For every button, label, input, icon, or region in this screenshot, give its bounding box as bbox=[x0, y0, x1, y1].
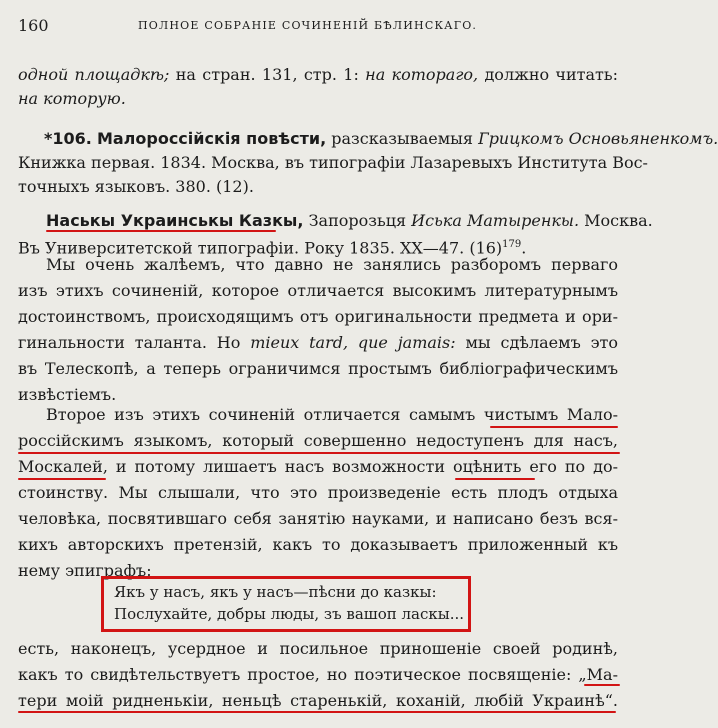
entry-line: Книжка первая. 1834. Москва, въ типографіи Лазаревыхъ Института Вос- bbox=[18, 153, 648, 172]
errata-line: на которую. bbox=[18, 89, 126, 108]
red-underline bbox=[46, 230, 276, 232]
footnote-ref: 179 bbox=[502, 239, 522, 250]
red-underline bbox=[584, 684, 620, 686]
red-underline bbox=[18, 711, 616, 713]
page-number: 160 bbox=[18, 16, 49, 35]
entry-heading: *106. Малороссійскія повѣсти, разсказываемыя Грицкомъ Основьяненкомъ. bbox=[44, 129, 718, 148]
entry-author: Иська Матыренкы. bbox=[411, 211, 580, 230]
entry-title: Наськы Украинськы Казкы, bbox=[46, 211, 304, 230]
epigraph-highlight-box bbox=[101, 576, 471, 632]
entry-line: точныхъ языковъ. 380. (12). bbox=[18, 177, 254, 196]
book-page: 160 ПОЛНОЕ СОБРАНІЕ СОЧИНЕНІЙ БѢЛИНСКАГО. одной площадкѣ; на стран. 131, стр. 1: на которагo, должно читать: на которую. *106. Малороссійскія повѣсти, разсказываемыя Грицкомъ Основьяненкомъ. Книжка первая. 1834. Москва, въ типографіи Лазаревыхъ Института Вос- точныхъ языковъ. 380. (12). Наськы Украинськы Казкы, Запорозьця Иська Матыренкы. Москва. Въ Университетской типографіи. Року 1835. XX—47. $(16)^{179}$. Мы очень жалѣемъ, что давно не занялись разборомъ перваго изъ этихъ сочиненій, которое отличается высокимъ литературнымъ достоинствомъ, происходящимъ отъ оригинальности предмета и ори- гинальности таланта. Но mieux tard, que jamais: мы сдѣлаемъ это въ Телескопѣ, а теперь ограничимся простымъ библіографическимъ извѣстіемъ. Второе изъ этихъ сочиненій отличается самымъ чистымъ Мало- россійскимъ языкомъ, который совершенно недоступенъ для насъ, Москалей, и потому лишаетъ насъ возможности оцѣнить его по до- стоинству. Мы слышали, что это произведеніе есть плодъ отдыха человѣка, посвятившаго себя занятію науками, и написано безъ вся- кихъ авторскихъ претензій, какъ то доказываетъ приложенный къ нему эпиграфъ: Якъ у насъ, якъ у насъ—пѣсни до казкы: Послухайте, добры люды, зъ вашоп ласкы... есть, наконецъ, усердное и посильное приношеніе своей родинѣ, какъ то свидѣтельствуетъ простое, но поэтическое посвященіе: „Ма- тери моій ридненькіи, неньцѣ старенькій, коханій, любій Украинѣ“. bbox=[0, 0, 636, 728]
page-header bbox=[18, 16, 618, 36]
errata-line: одной площадкѣ; на стран. 131, стр. 1: на которагo, должно читать: bbox=[18, 65, 619, 84]
red-underline bbox=[455, 478, 535, 480]
epigraph-line: Послухайте, добры люды, зъ вашоп ласкы... bbox=[114, 605, 464, 623]
entry-title: Малороссійскія повѣсти, bbox=[96, 129, 327, 148]
entry-heading: Наськы Украинськы Казкы, Запорозьця Иська Матыренкы. Москва. bbox=[46, 211, 653, 230]
epigraph-line: Якъ у насъ, якъ у насъ—пѣсни до казкы: bbox=[114, 583, 437, 601]
red-underline bbox=[18, 452, 620, 454]
red-underline bbox=[18, 478, 106, 480]
entry-line: Въ Университетской типографіи. Року 1835. XX—47. $(16)^{179}$. bbox=[18, 238, 527, 258]
entry-author: Грицкомъ Основьяненкомъ. bbox=[478, 129, 718, 148]
red-underline bbox=[490, 426, 618, 428]
running-title: ПОЛНОЕ СОБРАНІЕ СОЧИНЕНІЙ БѢЛИНСКАГО. bbox=[138, 19, 478, 32]
entry-number: *106. bbox=[44, 129, 92, 148]
